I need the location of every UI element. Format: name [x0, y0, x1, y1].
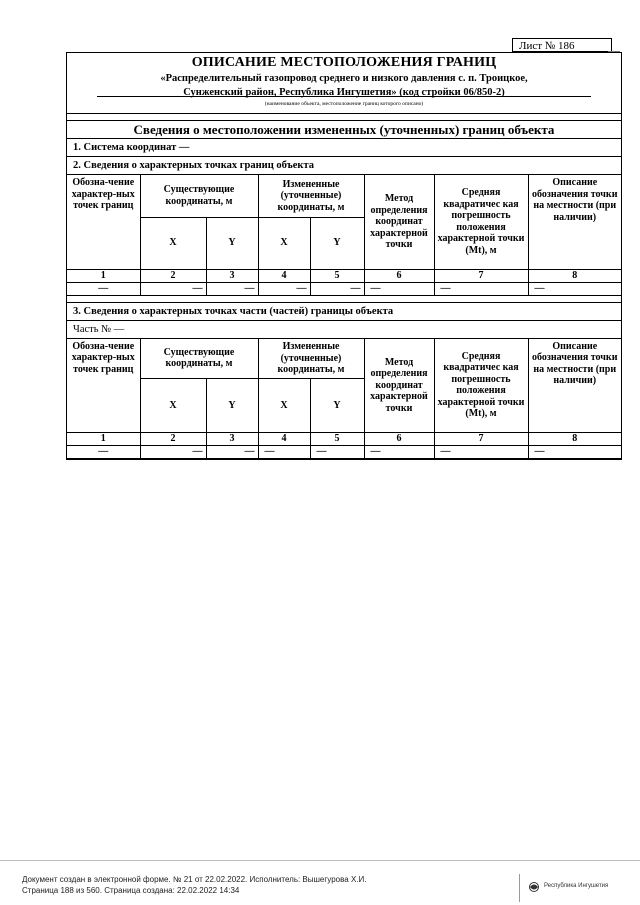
object-name-line-2: Сунженский район, Республика Ингушетия» (код стройки 06/850-2) — [183, 87, 505, 98]
document-frame — [66, 52, 622, 460]
header-y: Y — [310, 379, 364, 433]
header-existing-coordinates: Существующие координаты, м — [140, 175, 258, 217]
header-changed-coordinates: Измененные (уточненные) координаты, м — [258, 339, 364, 379]
table-cell: — — [528, 446, 621, 459]
coordinate-system: 1. Система координат — — [67, 139, 621, 157]
table-cell: — — [434, 282, 528, 295]
part-points-table — [67, 339, 621, 460]
footer-document-info: Документ создан в электронной форме. № 21 от 22.02.2022. Исполнитель: Вышегурова Х.И. — [22, 875, 367, 884]
header-y: Y — [206, 217, 258, 269]
column-number: 7 — [434, 433, 528, 446]
column-number: 2 — [140, 269, 206, 282]
table-cell: — — [258, 446, 310, 459]
header-method: Метод определения координат характерной точки — [364, 339, 434, 433]
table-cell: — — [310, 446, 364, 459]
table-cell: — — [206, 282, 258, 295]
table-cell: — — [258, 282, 310, 295]
column-number: 1 — [67, 433, 140, 446]
object-name-line-1: «Распределительный газопровод среднего и низкого давления с. п. Троицкое, — [160, 73, 528, 84]
table-cell: — — [140, 282, 206, 295]
column-number: 8 — [528, 269, 621, 282]
section-heading: Сведения о местоположении измененных (уточненных) границ объекта — [67, 121, 621, 139]
footer-info — [22, 874, 366, 896]
table-cell: — — [140, 446, 206, 459]
table-cell: — — [310, 282, 364, 295]
column-number: 4 — [258, 433, 310, 446]
table-cell: — — [67, 282, 140, 295]
footer-page-info: Страница 188 из 560. Страница создана: 22.02.2022 14:34 — [22, 886, 240, 895]
table-cell: — — [364, 446, 434, 459]
header-x: X — [140, 379, 206, 433]
boundary-points-table — [67, 175, 621, 296]
column-number: 5 — [310, 269, 364, 282]
spacer-row — [67, 296, 621, 303]
column-number: 3 — [206, 269, 258, 282]
header-designation: Обозна-чение характер-ных точек границ — [67, 339, 140, 433]
table-cell: — — [434, 446, 528, 459]
column-number: 5 — [310, 433, 364, 446]
title-block — [67, 53, 621, 114]
header-y: Y — [310, 217, 364, 269]
table-cell: — — [364, 282, 434, 295]
table-cell: — — [206, 446, 258, 459]
header-y: Y — [206, 379, 258, 433]
header-error: Средняя квадратичес кая погрешность положения характерной точки (Mt), м — [434, 339, 528, 433]
column-number: 8 — [528, 433, 621, 446]
column-number: 4 — [258, 269, 310, 282]
footer-separator — [0, 860, 640, 861]
header-method: Метод определения координат характерной точки — [364, 175, 434, 269]
footer-organization: Республика Ингушетия — [544, 883, 609, 889]
header-existing-coordinates: Существующие координаты, м — [140, 339, 258, 379]
table-cell: — — [528, 282, 621, 295]
header-designation: Обозна-чение характер-ных точек границ — [67, 175, 140, 269]
document-title: ОПИСАНИЕ МЕСТОПОЛОЖЕНИЯ ГРАНИЦ — [191, 55, 497, 70]
column-number: 2 — [140, 433, 206, 446]
emblem-icon — [527, 881, 541, 893]
points-heading: 2. Сведения о характерных точках границ объекта — [67, 157, 621, 175]
footer-divider — [519, 874, 520, 902]
header-x: X — [258, 379, 310, 433]
column-number: 3 — [206, 433, 258, 446]
column-number: 1 — [67, 269, 140, 282]
title-underline — [97, 96, 591, 97]
header-changed-coordinates: Измененные (уточненные) координаты, м — [258, 175, 364, 217]
header-x: X — [258, 217, 310, 269]
header-description: Описание обозначения точки на местности (при наличии) — [528, 175, 621, 269]
header-x: X — [140, 217, 206, 269]
spacer-row — [67, 114, 621, 121]
part-number: Часть № — — [67, 321, 621, 339]
parts-heading: 3. Сведения о характерных точках части (частей) границы объекта — [67, 303, 621, 321]
column-number: 6 — [364, 433, 434, 446]
column-number: 6 — [364, 269, 434, 282]
header-error: Средняя квадратичес кая погрешность положения характерной точки (Mt), м — [434, 175, 528, 269]
header-description: Описание обозначения точки на местности (при наличии) — [528, 339, 621, 433]
table-cell: — — [67, 446, 140, 459]
sheet-number: Лист № 186 — [512, 38, 612, 52]
object-name-note: (наименование объекта, местоположение границ которого описано) — [264, 101, 424, 107]
column-number: 7 — [434, 269, 528, 282]
